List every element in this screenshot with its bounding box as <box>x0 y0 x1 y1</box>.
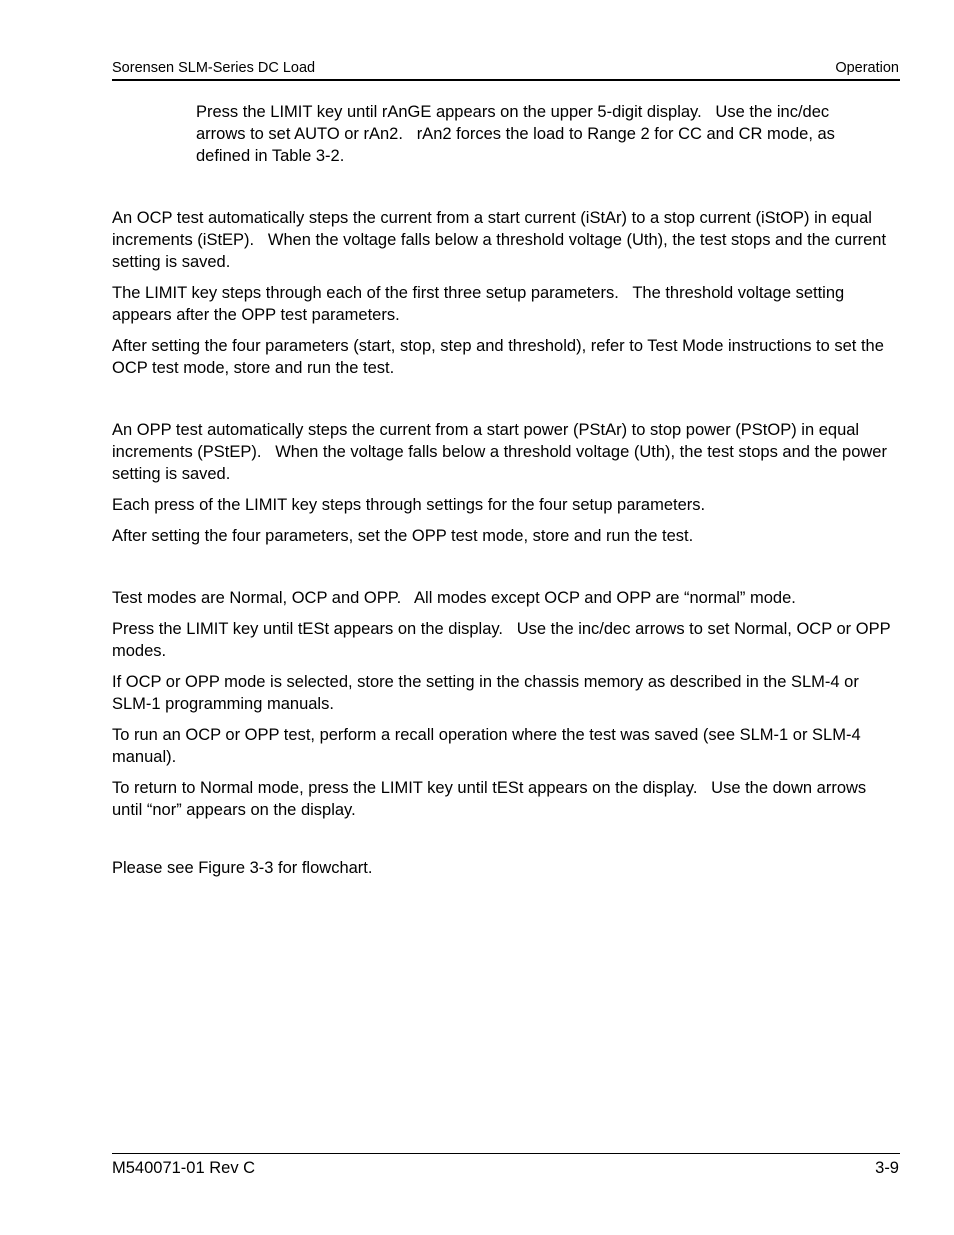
range-paragraph: Press the LIMIT key until rAnGE appears on the upper 5-digit display. Use the inc/dec arrows to set AUTO or rAn2. rAn2 forces the load to Range 2 for CC and CR mode, as defined in Table 3-2. <box>196 103 840 165</box>
test-mode-paragraph-1: Test modes are Normal, OCP and OPP. All modes except OCP and OPP are “normal” mode. <box>112 589 796 607</box>
page-number: 3-9 <box>875 1159 899 1177</box>
header-section: Operation <box>835 60 899 76</box>
opp-paragraph-3: After setting the four parameters, set the OPP test mode, store and run the test. <box>112 527 694 545</box>
opp-paragraph-2: Each press of the LIMIT key steps through settings for the four setup parameters. <box>112 496 706 514</box>
opp-paragraph-1: An OPP test automatically steps the current from a start power (PStAr) to stop power (PStOP) in equal increments (PStEP). When the voltage falls below a threshold voltage (Uth), the test stops and the power setting is saved. <box>112 421 892 483</box>
footer-rule <box>112 1153 900 1154</box>
flowchart-paragraph: Please see Figure 3-3 for flowchart. <box>112 859 373 877</box>
test-mode-paragraph-5: To return to Normal mode, press the LIMIT key until tESt appears on the display. Use the down arrows until “nor” appears on the display. <box>112 779 871 819</box>
test-mode-paragraph-2: Press the LIMIT key until tESt appears on the display. Use the inc/dec arrows to set Normal, OCP or OPP modes. <box>112 620 895 660</box>
test-mode-paragraph-3: If OCP or OPP mode is selected, store the setting in the chassis memory as described in the SLM-4 or SLM-1 programming manuals. <box>112 673 864 713</box>
ocp-paragraph-1: An OCP test automatically steps the current from a start current (iStAr) to a stop current (iStOP) in equal increments (iStEP). When the voltage falls below a threshold voltage (Uth), the test stops and the current setting is saved. <box>112 209 891 271</box>
header-rule <box>112 79 900 81</box>
ocp-paragraph-3: After setting the four parameters (start, stop, step and threshold), refer to Test Mode instructions to set the OCP test mode, store and run the test. <box>112 337 889 377</box>
document-number: M540071-01 Rev C <box>112 1159 256 1177</box>
test-mode-paragraph-4: To run an OCP or OPP test, perform a recall operation where the test was saved (see SLM-1 or SLM-4 manual). <box>112 726 866 766</box>
ocp-paragraph-2: The LIMIT key steps through each of the first three setup parameters. The threshold voltage setting appears after the OPP test parameters. <box>112 284 849 324</box>
header-title: Sorensen SLM-Series DC Load <box>112 60 316 76</box>
page-body <box>112 101 899 879</box>
